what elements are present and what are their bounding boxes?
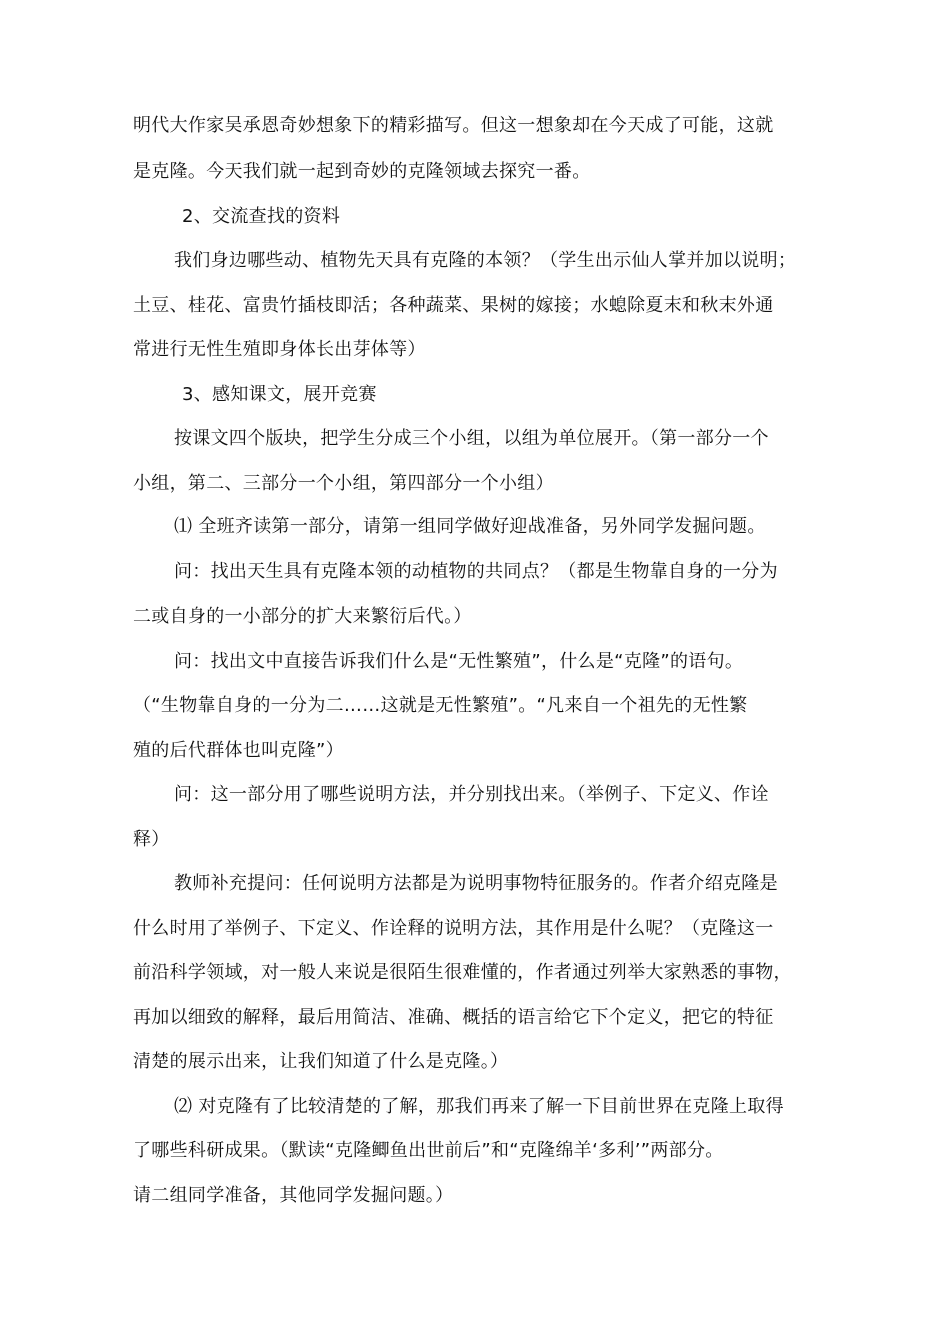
section-heading: 3、感知课文，展开竞赛 <box>182 384 377 405</box>
paragraph-line: 清楚的展示出来，让我们知道了什么是克隆。） <box>133 1051 509 1072</box>
paragraph-line: 明代大作家吴承恩奇妙想象下的精彩描写。但这一想象却在今天成了可能，这就 <box>133 115 774 136</box>
paragraph-line: 教师补充提问：任何说明方法都是为说明事物特征服务的。作者介绍克隆是 <box>174 873 778 894</box>
paragraph-line: 什么时用了举例子、下定义、作诠释的说明方法，其作用是什么呢？（克隆这一 <box>133 918 774 939</box>
paragraph-line: 殖的后代群体也叫克隆”） <box>133 740 344 761</box>
paragraph-line: 我们身边哪些动、植物先天具有克隆的本领？（学生出示仙人掌并加以说明； <box>174 250 797 271</box>
paragraph-line: 释） <box>133 829 170 850</box>
paragraph-line: 是克隆。今天我们就一起到奇妙的克隆领域去探究一番。 <box>133 161 591 182</box>
paragraph-line: 了哪些科研成果。（默读“克隆鲫鱼出世前后”和“克隆绵羊‘多利’”两部分。 <box>133 1140 724 1161</box>
paragraph-line: ⑴ 全班齐读第一部分，请第一组同学做好迎战准备，另外同学发掘问题。 <box>174 516 766 537</box>
paragraph-line: 再加以细致的解释，最后用简洁、准确、概括的语言给它下个定义，把它的特征 <box>133 1007 774 1028</box>
paragraph-line: 前沿科学领域，对一般人来说是很陌生很难懂的，作者通过列举大家熟悉的事物， <box>133 962 792 983</box>
paragraph-line: 按课文四个版块，把学生分成三个小组，以组为单位展开。（第一部分一个 <box>174 428 769 449</box>
paragraph-line: ⑵ 对克隆有了比较清楚的了解，那我们再来了解一下目前世界在克隆上取得 <box>174 1096 784 1117</box>
paragraph-line: 二或自身的一小部分的扩大来繁衍后代。） <box>133 606 472 627</box>
paragraph-line: 常进行无性生殖即身体长出芽体等） <box>133 339 426 360</box>
section-heading: 2、交流查找的资料 <box>182 206 341 227</box>
paragraph-line: 小组，第二、三部分一个小组，第四部分一个小组） <box>133 473 554 494</box>
paragraph-line: 问：找出天生具有克隆本领的动植物的共同点？（都是生物靠自身的一分为 <box>174 561 778 582</box>
paragraph-line: 土豆、桂花、富贵竹插枝即活；各种蔬菜、果树的嫁接；水螅除夏末和秋末外通 <box>133 295 774 316</box>
paragraph-line: 问：找出文中直接告诉我们什么是“无性繁殖”，什么是“克隆”的语句。 <box>174 651 744 672</box>
paragraph-line: （“生物靠自身的一分为二……这就是无性繁殖”。“凡来自一个祖先的无性繁 <box>133 695 748 716</box>
paragraph-line: 请二组同学准备，其他同学发掘问题。） <box>133 1185 454 1206</box>
paragraph-line: 问：这一部分用了哪些说明方法，并分别找出来。（举例子、下定义、作诠 <box>174 784 769 805</box>
